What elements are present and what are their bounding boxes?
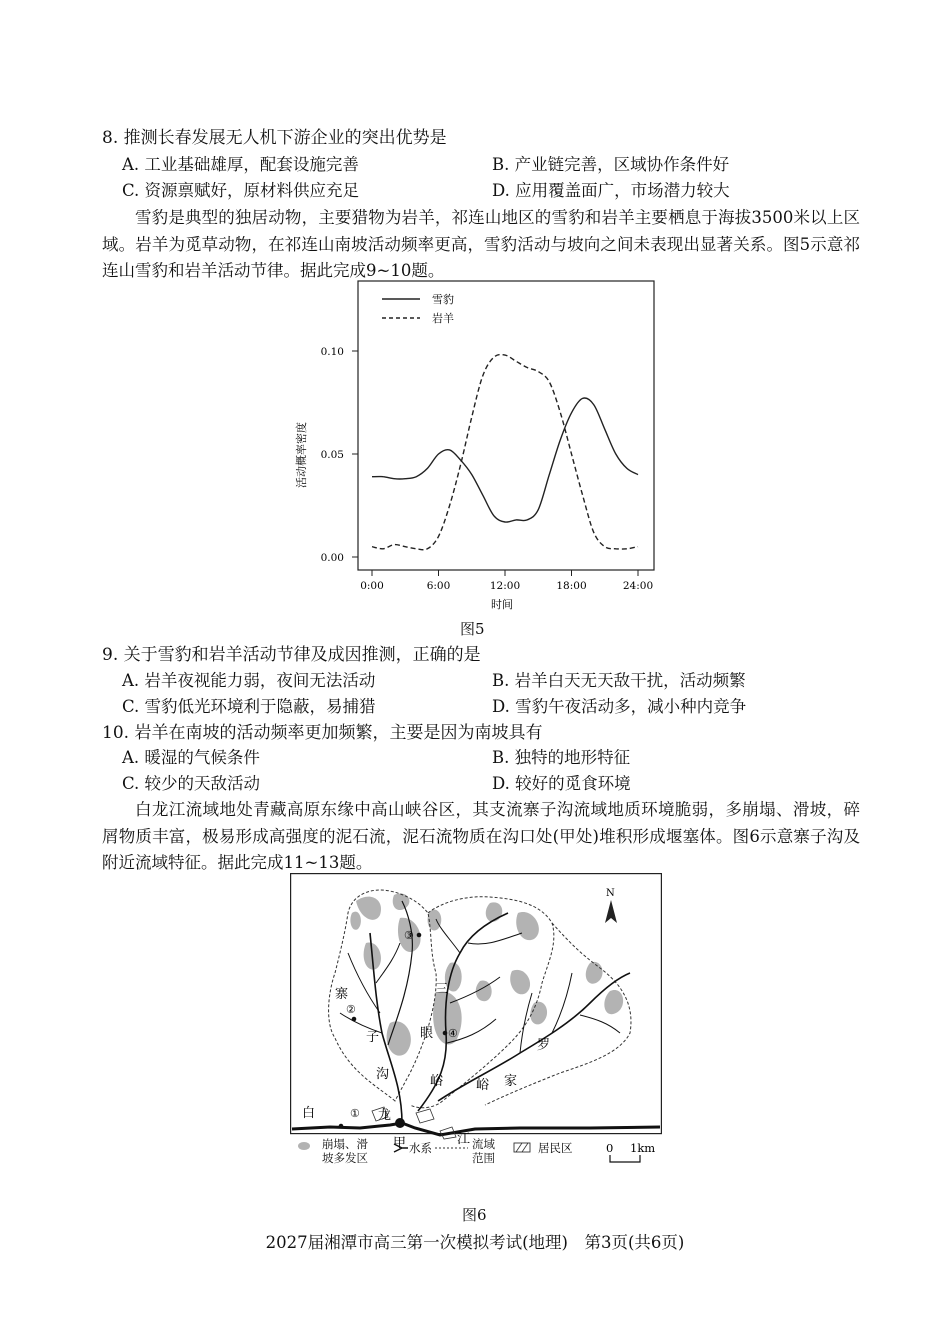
q8-option-d: D. 应用覆盖面广，市场潜力较大 [492,181,730,200]
q8-option-c: C. 资源禀赋好，原材料供应充足 [122,181,360,200]
q8-option-b: B. 产业链完善，区域协作条件好 [492,155,730,174]
zhaizi-char-zhai: 寨 [335,987,349,1002]
map-legend [298,1137,655,1171]
sanyan-char-san: 三 [435,982,449,997]
point-1-label: ① [350,1107,360,1120]
point-4-marker [443,1031,448,1036]
point-1-marker [339,1124,344,1129]
figure-5-caption: 图5 [460,620,485,638]
q9-option-c: C. 雪豹低光环境利于隐蔽，易捕猎 [122,697,376,716]
sanyan-char-yan: 眼 [420,1026,434,1041]
river-char-long: 龙 [378,1108,392,1123]
q9-option-d: D. 雪豹午夜活动多，减小种内竞争 [492,697,747,716]
y-tick-label: 0.05 [320,449,344,461]
y-tick-label: 0.00 [320,552,344,564]
scale-bar [610,1155,640,1162]
q10-option-d: D. 较好的觅食环境 [492,774,631,793]
sanyan-char-yu: 峪 [430,1074,444,1089]
chart-ylabel: 活动概率密度 [295,422,308,488]
river-char-jiang: 江 [457,1132,471,1147]
q9-option-a: A. 岩羊夜视能力弱，夜间无法活动 [122,671,376,690]
luojia-char-jia: 家 [504,1074,518,1089]
series-line-snow-leopard [372,398,638,522]
q9-stem: 9. 关于雪豹和岩羊活动节律及成因推测，正确的是 [102,645,481,665]
q10-option-b: B. 独特的地形特征 [492,748,631,767]
chart-xlabel: 时间 [491,598,513,611]
activity-chart [290,280,670,615]
q9-option-b: B. 岩羊白天无天敌干扰，活动频繁 [492,671,746,690]
figure-6-caption: 图6 [462,1206,487,1224]
north-label: N [606,888,615,899]
x-tick-label: 18:00 [556,580,587,592]
dam-marker-jia [395,1118,405,1128]
chart-legend [382,293,454,325]
passage-debris-flow: 白龙江流域地处青藏高原东缘中高山峡谷区，其支流寨子沟流域地质环境脆弱，多崩塌、滑坡，碎屑物质丰富，极易形成高强度的泥石流，泥石流物质在沟口处(甲处)堆积形成堰塞体。图6示意寨子沟及附近流域特征。据此完成11~13题。 [102,800,860,872]
legend-landslide-icon [298,1142,310,1150]
x-tick-label: 12:00 [489,580,521,592]
river-char-bai: 白 [302,1106,316,1121]
q10-stem: 10. 岩羊在南坡的活动频率更加频繁，主要是因为南坡具有 [102,723,543,743]
legend-basin-label: 流域范围 [472,1137,495,1165]
scale-km: 1km [630,1141,656,1155]
zhaizi-char-gou: 沟 [376,1067,390,1082]
legend-river-label: 水系 [409,1141,432,1155]
q8-stem: 8. 推测长春发展无人机下游企业的突出优势是 [102,128,447,148]
series-line-bharal [372,355,638,550]
q8-option-a: A. 工业基础雄厚，配套设施完善 [122,155,359,174]
point-2-label: ② [346,1003,356,1016]
legend-residential-label: 居民区 [538,1141,573,1155]
q10-option-a: A. 暖湿的气候条件 [122,748,260,767]
legend-residential-icon [514,1143,530,1152]
scale-zero: 0 [606,1141,614,1155]
point-3-label: ③ [404,929,414,942]
basin-map [290,873,662,1173]
zhaizi-char-zi: 子 [366,1030,380,1045]
legend-label-snow-leopard: 雪豹 [432,293,454,306]
point-2-marker [352,1017,357,1022]
y-tick-label: 0.10 [320,346,344,358]
chart-frame [358,281,654,570]
luojia-char-luo: 罗 [537,1038,551,1053]
x-tick-label: 6:00 [426,580,451,592]
passage-snow-leopard: 雪豹是典型的独居动物，主要猎物为岩羊，祁连山地区的雪豹和岩羊主要栖息于海拔3500米以上区域。岩羊为觅草动物，在祁连山南坡活动频率更高，雪豹活动与坡向之间未表现出显著关系。图5示意祁连山雪豹和岩羊活动节律。据此完成9~10题。 [102,208,860,280]
x-tick-label: 0:00 [360,580,384,592]
jia-label: 甲 [393,1136,407,1151]
legend-landslide-label: 崩塌、滑坡多发区 [322,1137,368,1165]
point-3-marker [417,933,422,938]
legend-label-bharal: 岩羊 [432,312,454,325]
x-tick-label: 24:00 [622,580,654,592]
luojia-char-yu: 峪 [476,1078,490,1093]
q10-option-c: C. 较少的天敌活动 [122,774,261,793]
page-footer: 2027届湘潭市高三第一次模拟考试(地理) 第3页(共6页) [265,1233,685,1252]
point-4-label: ④ [448,1027,458,1040]
